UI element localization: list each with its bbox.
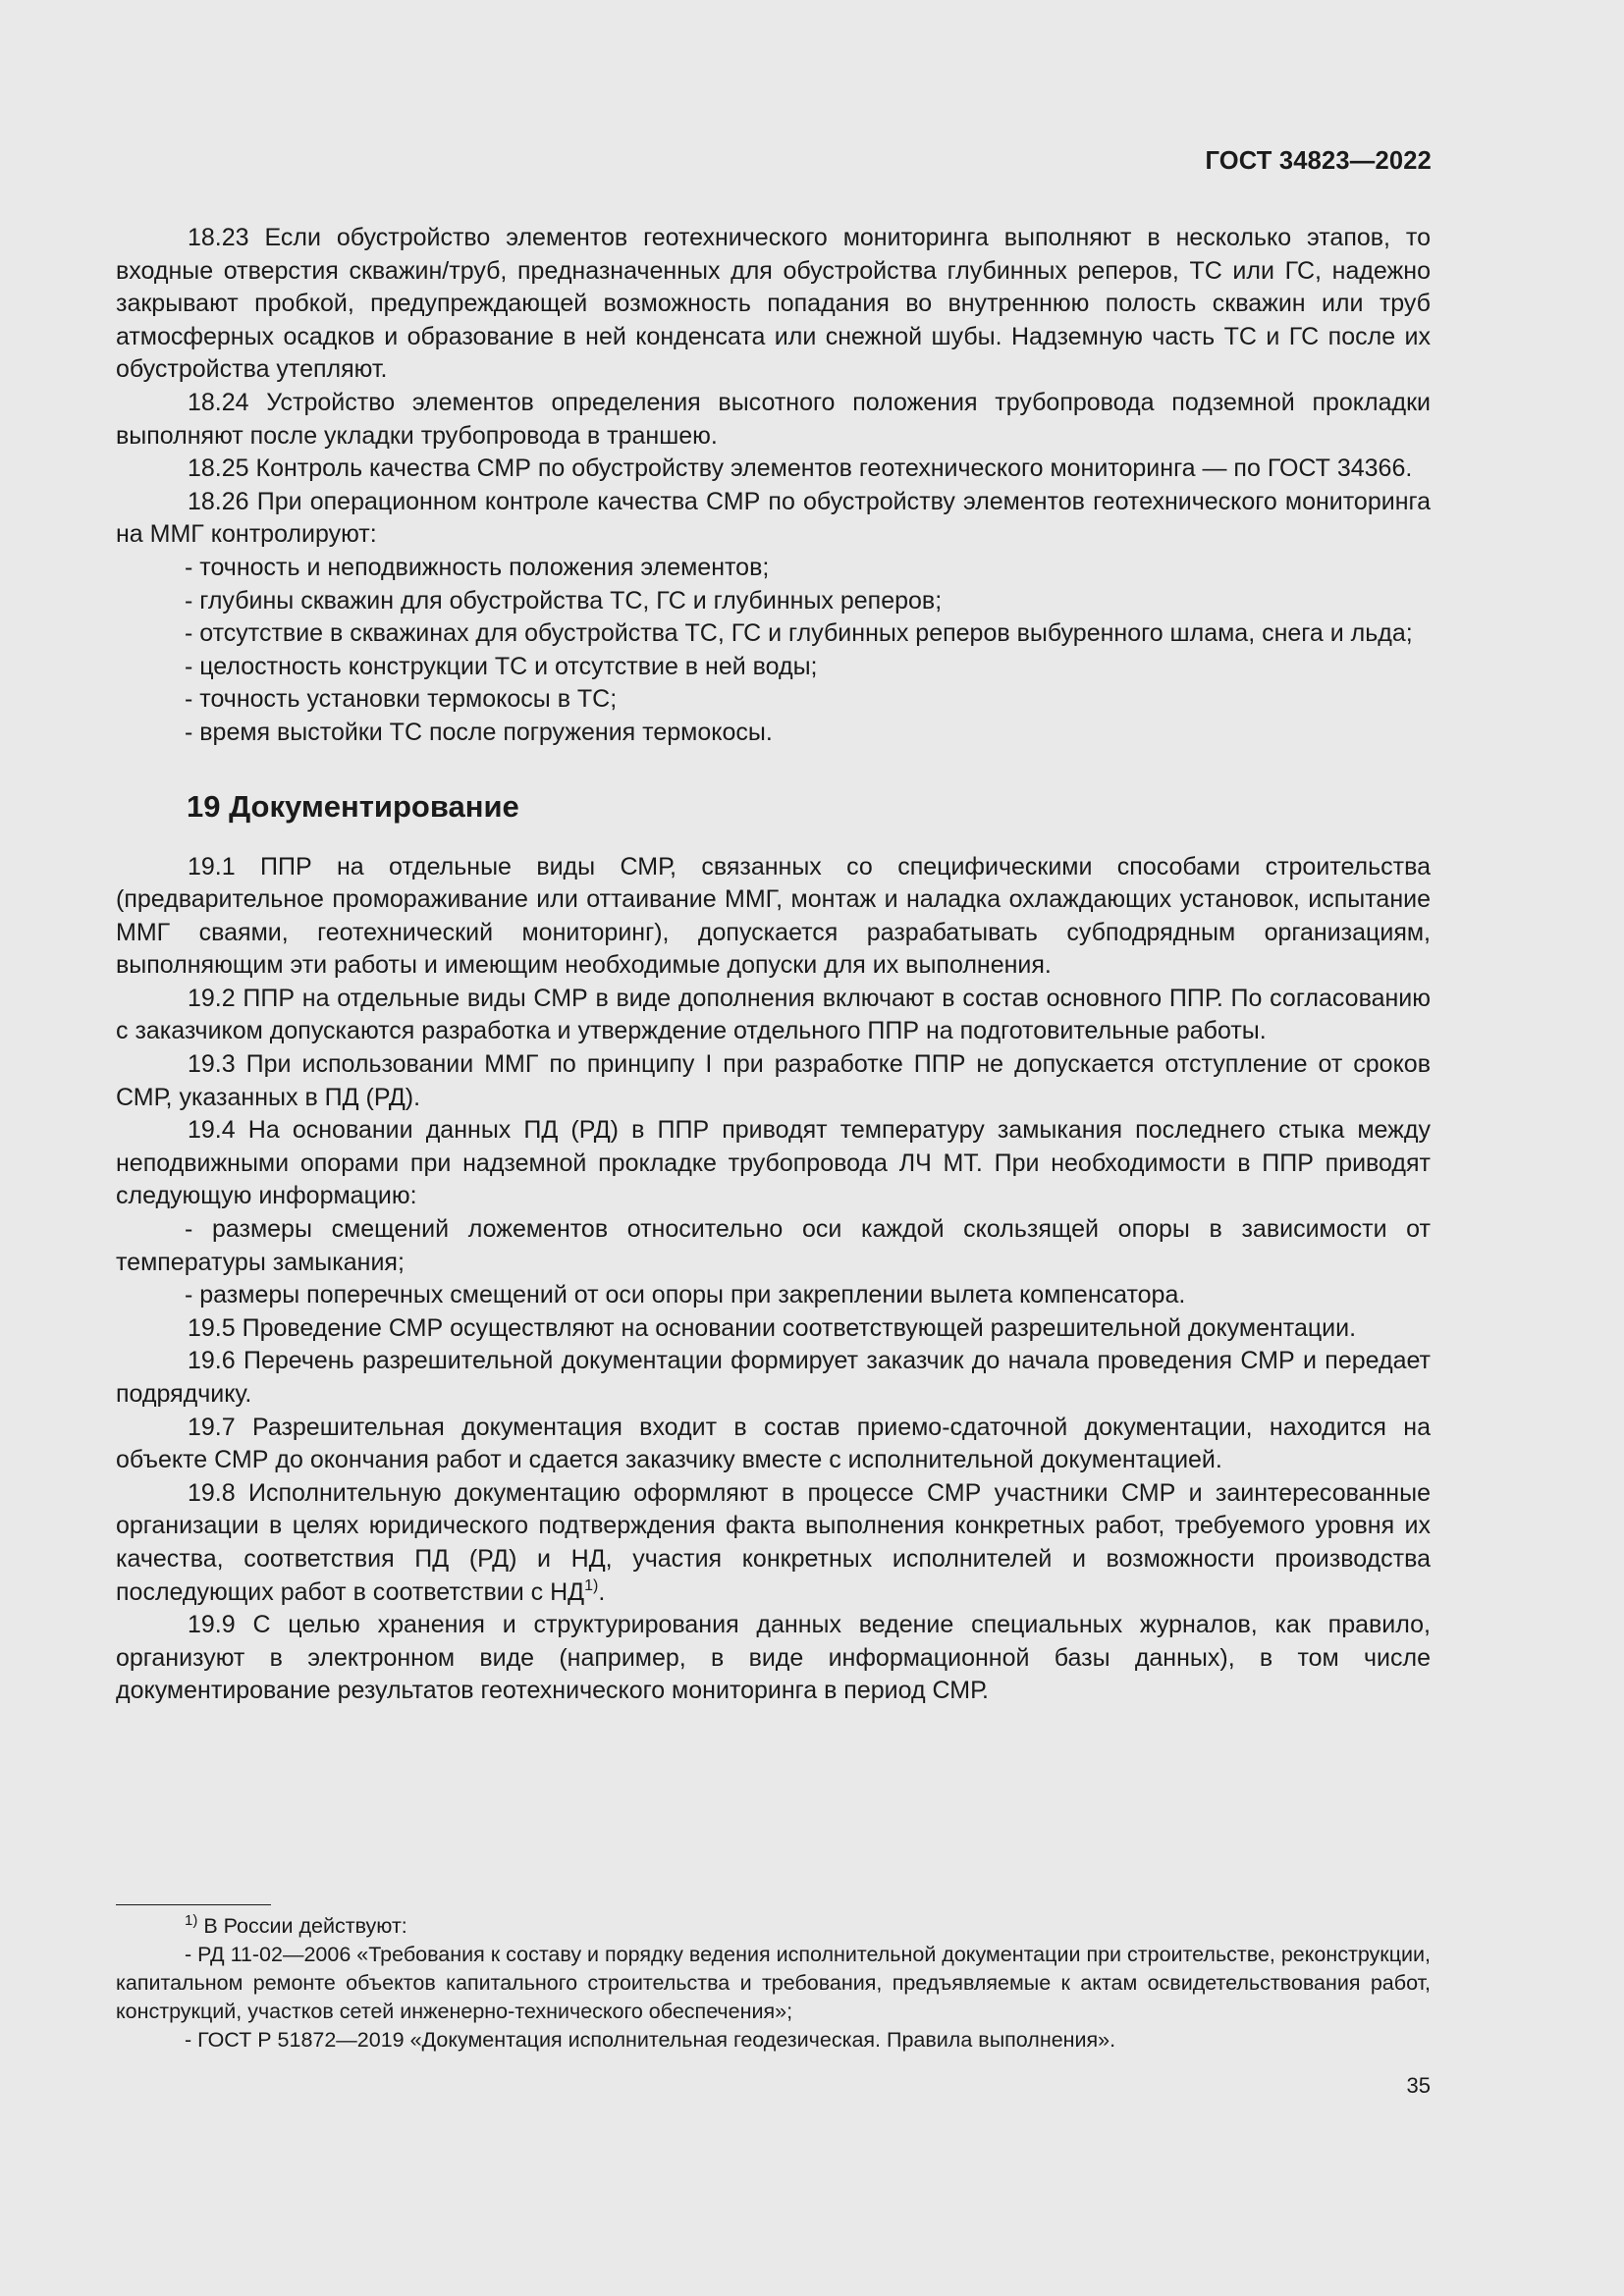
footnote-item: - ГОСТ Р 51872—2019 «Документация исполнительная геодезическая. Правила выполнения». <box>185 2028 1116 2052</box>
list-item: - целостность конструкции ТС и отсутствие в ней воды; <box>185 652 818 680</box>
footnote-divider <box>116 1904 271 1905</box>
paragraph-18-24: 18.24 Устройство элементов определения высотного положения трубопровода подземной прокладки выполняют после укладки трубопровода в траншею. <box>116 388 1431 450</box>
footnote-reference[interactable]: 1) <box>584 1576 599 1594</box>
section-title: 19 Документирование <box>187 788 519 824</box>
paragraph-19-8 <box>116 1477 1431 1609</box>
paragraph-19-2: 19.2 ППР на отдельные виды СМР в виде дополнения включают в состав основного ППР. По согласованию с заказчиком допускаются разработка и утверждение отдельного ППР на подготовительные работы. <box>116 984 1431 1045</box>
footnote-marker: 1) <box>185 1912 198 1929</box>
paragraph-19-3: 19.3 При использовании ММГ по принципу I при разработке ППР не допускается отступление от сроков СМР, указанных в ПД (РД). <box>116 1050 1431 1111</box>
footnote-intro-text: В России действуют: <box>197 1914 407 1938</box>
list-item: - точность установки термокосы в ТС; <box>185 685 618 714</box>
list-item: - размеры смещений ложементов относительно оси каждой скользящей опоры в зависимости от температуры замыкания; <box>116 1215 1431 1276</box>
list-item: - отсутствие в скважинах для обустройства ТС, ГС и глубинных реперов выбуренного шлама, снега и льда; <box>185 619 1413 648</box>
paragraph-19-8-text: 19.8 Исполнительную документацию оформляют в процессе СМР участники СМР и заинтересованные организации в целях юридического подтверждения факта выполнения конкретных работ, требуемого уровня их качества, соответствия ПД (РД) и НД, участия конкретных исполнителей и возможности производства последующих работ в соответствии с НД <box>116 1478 1431 1606</box>
paragraph-19-8-end: . <box>598 1577 606 1606</box>
footnotes <box>116 1904 1431 2055</box>
paragraph-19-7: 19.7 Разрешительная документация входит в состав приемо-сдаточной документации, находится на объекте СМР до окончания работ и сдается заказчику вместе с исполнительной документацией. <box>116 1413 1431 1474</box>
footnote-intro <box>116 1912 1431 1941</box>
paragraph-19-9: 19.9 С целью хранения и структурирования данных ведение специальных журналов, как правило, организуют в электронном виде (например, в виде информационной базы данных), в том числе документирование результатов геотехнического мониторинга в период СМР. <box>116 1611 1431 1705</box>
paragraph-19-5: 19.5 Проведение СМР осуществляют на основании соответствующей разрешительной документации. <box>188 1313 1357 1342</box>
paragraph-19-6: 19.6 Перечень разрешительной документации формирует заказчик до начала проведения СМР и передает подрядчику. <box>116 1347 1431 1408</box>
list-item: - точность и неподвижность положения элементов; <box>185 553 770 581</box>
footnote-item: - РД 11-02—2006 «Требования к составу и порядку ведения исполнительной документации при строительстве, реконструкции, капитальном ремонте объектов капитального строительства и требования, предъявляемые к актам освидетельствования работ, конструкций, участков сетей инженерно-технического обеспечения»; <box>116 1943 1431 2023</box>
document-header: ГОСТ 34823—2022 <box>1205 147 1432 175</box>
page-number: 35 <box>1406 2073 1431 2098</box>
list-item: - глубины скважин для обустройства ТС, ГС и глубинных реперов; <box>185 586 943 614</box>
paragraph-18-26: 18.26 При операционном контроле качества СМР по обустройству элементов геотехнического мониторинга на ММГ контролируют: <box>116 487 1431 549</box>
list-item: - размеры поперечных смещений от оси опоры при закреплении вылета компенсатора. <box>185 1281 1186 1309</box>
list-item: - время выстойки ТС после погружения термокосы. <box>185 718 773 746</box>
paragraph-19-4: 19.4 На основании данных ПД (РД) в ППР приводят температуру замыкания последнего стыка между неподвижными опорами при надземной прокладке трубопровода ЛЧ МТ. При необходимости в ППР приводят следующую информацию: <box>116 1116 1431 1210</box>
document-body <box>116 222 1431 1708</box>
paragraph-18-23: 18.23 Если обустройство элементов геотехнического мониторинга выполняют в несколько этапов, то входные отверстия скважин/труб, предназначенных для обустройства глубинных реперов, ТС или ГС, надежно закрывают пробкой, предупреждающей возможность попадания во внутреннюю полость скважин или труб атмосферных осадков и образование в ней конденсата или снежной шубы. Надземную часть ТС и ГС после их обустройства утепляют. <box>116 224 1431 384</box>
paragraph-18-25: 18.25 Контроль качества СМР по обустройству элементов геотехнического мониторинга — по ГОСТ 34366. <box>188 454 1413 483</box>
paragraph-19-1: 19.1 ППР на отдельные виды СМР, связанных со специфическими способами строительства (предварительное промораживание или оттаивание ММГ, монтаж и наладка охлаждающих установок, испытание ММГ сваями, геотехнический мониторинг), допускается разрабатывать субподрядным организациям, выполняющим эти работы и имеющим необходимые допуски для их выполнения. <box>116 852 1431 980</box>
